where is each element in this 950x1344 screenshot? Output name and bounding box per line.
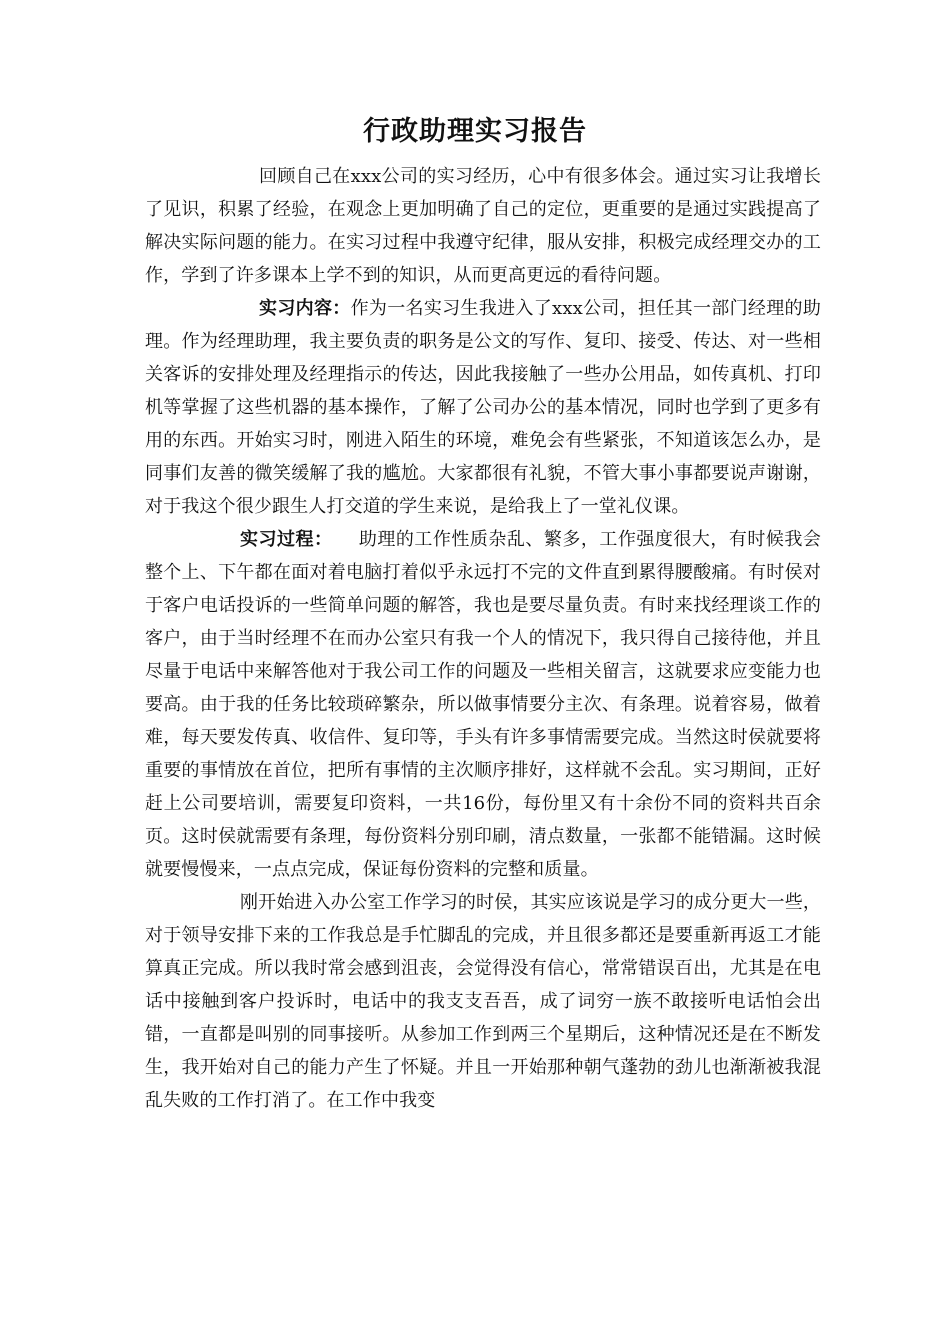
paragraph-text: 回顾自己在xxx公司的实习经历，心中有很多体会。通过实习让我增长了见识，积累了经验，在观念上更加明确了自己的定位，更重要的是通过实践提高了解决实际问题的能力。在实习过程中我遵守纪律，服从安排，积极完成经理交办的工作，学到了许多课本上学不到的知识，从而更高更远的看待问题。 — [145, 166, 821, 286]
document-title: 行政助理实习报告 — [363, 116, 587, 147]
paragraph-intro — [145, 160, 821, 292]
paragraph-internship-content — [145, 292, 821, 523]
paragraph-text: 刚开始进入办公室工作学习的时侯，其实应该说是学习的成分更大一些，对于领导安排下来的工作我总是手忙脚乱的完成，并且很多都还是要重新再返工才能算真正完成。所以我时常会感到沮丧，会觉得没有信心，常常错误百出，尤其是在电话中接触到客户投诉时，电话中的我支支吾吾，成了词穷一族不敢接听电话怕会出错，一直都是叫别的同事接听。从参加工作到两三个星期后，这种情况还是在不断发生，我开始对自己的能力产生了怀疑。并且一开始那种朝气蓬勃的劲儿也渐渐被我混乱失败的工作打消了。在工作中我变 — [145, 892, 821, 1111]
paragraph-lead: 实习内容： — [259, 298, 351, 319]
paragraph-text: 作为一名实习生我进入了xxx公司，担任其一部门经理的助理。作为经理助理，我主要负责的职务是公文的写作、复印、接受、传达、对一些相关客诉的安排处理及经理指示的传达，因此我接触了一些办公用品，如传真机、打印机等掌握了这些机器的基本操作，了解了公司办公的基本情况，同时也学到了更多有用的东西。开始实习时，刚进入陌生的环境，难免会有些紧张，不知道该怎么办，是同事们友善的微笑缓解了我的尴尬。大家都很有礼貌，不管大事小事都要说声谢谢，对于我这个很少跟生人打交道的学生来说，是给我上了一堂礼仪课。 — [145, 298, 821, 517]
paragraph-text: 助理的工作性质杂乱、繁多，工作强度很大，有时候我会整个上、下午都在面对着电脑打着似乎永远打不完的文件直到累得腰酸痛。有时侯对于客户电话投诉的一些简单问题的解答，我也是要尽量负责。有时来找经理谈工作的客户，由于当时经理不在而办公室只有我一个人的情况下，我只得自己接待他，并且尽量于电话中来解答他对于我公司工作的问题及一些相关留言，这就要求应变能力也要高。由于我的任务比较琐碎繁杂，所以做事情要分主次、有条理。说着容易，做着难，每天要发传真、收信件、复印等，手头有许多事情需要完成。当然这时侯就要将重要的事情放在首位，把所有事情的主次顺序排好，这样就不会乱。实习期间，正好赶上公司要培训，需要复印资料，一共16份，每份里又有十余份不同的资料共百余页。这时侯就需要有条理，每份资料分别印刷，清点数量，一张都不能错漏。这时候就要慢慢来，一点点完成，保证每份资料的完整和质量。 — [145, 529, 821, 880]
paragraph-lead: 实习过程： — [240, 529, 333, 550]
document-body — [145, 160, 821, 1117]
paragraph-reflection — [145, 886, 821, 1117]
paragraph-internship-process — [145, 523, 821, 886]
